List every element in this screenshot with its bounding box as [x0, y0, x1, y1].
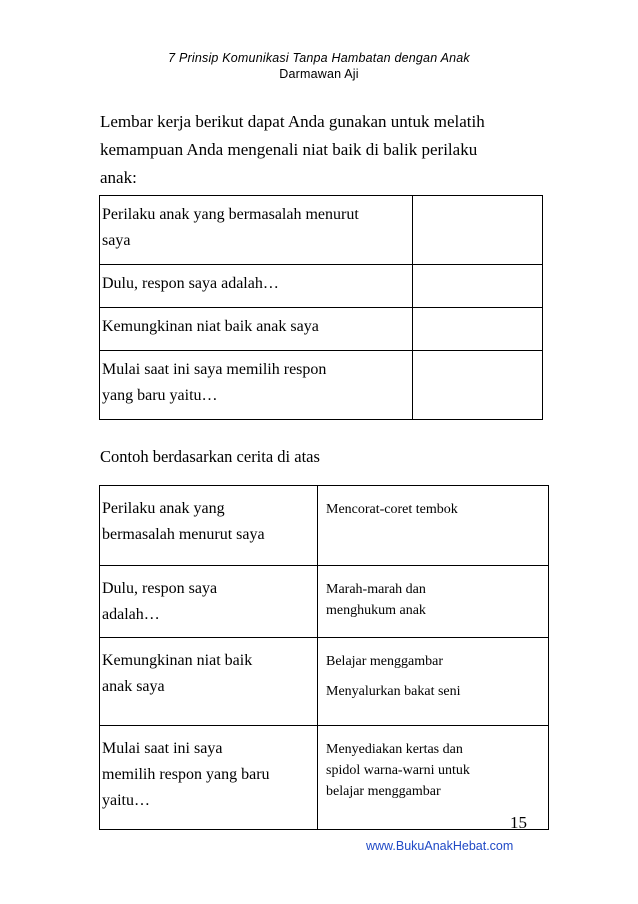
intro-line: anak:: [100, 168, 137, 187]
example-table: [99, 485, 549, 830]
example-answer-line: Mencorat-coret tembok: [326, 502, 458, 517]
worksheet-prompt-line: Mulai saat ini saya memilih respon: [102, 361, 327, 378]
example-prompt-line: memilih respon yang baru: [102, 766, 270, 783]
intro-line: Lembar kerja berikut dapat Anda gunakan untuk melatih: [100, 112, 485, 131]
example-row: [100, 726, 549, 830]
worksheet-prompt-line: Dulu, respon saya adalah…: [102, 275, 279, 292]
example-prompt-cell: [100, 726, 318, 830]
example-prompt-line: Dulu, respon saya: [102, 580, 218, 597]
worksheet-row: [100, 308, 543, 351]
website-link[interactable]: www.BukuAnakHebat.com: [366, 839, 514, 853]
example-answer-cell: [318, 566, 549, 638]
example-prompt-line: yaitu…: [102, 792, 150, 809]
example-heading: Contoh berdasarkan cerita di atas: [100, 447, 320, 466]
example-answer-line: belajar menggambar: [326, 784, 441, 799]
example-row: [100, 566, 549, 638]
worksheet-prompt-cell: [100, 265, 413, 308]
example-answer-line: Marah-marah dan: [326, 582, 426, 597]
example-prompt-line: bermasalah menurut saya: [102, 526, 265, 543]
example-answer-line: Belajar menggambar: [326, 654, 444, 669]
example-row: [100, 638, 549, 726]
example-prompt-line: anak saya: [102, 678, 165, 695]
example-answer-line: spidol warna-warni untuk: [326, 763, 470, 778]
worksheet-table: [99, 195, 543, 420]
worksheet-prompt-line: saya: [102, 232, 131, 249]
example-answer-cell: [318, 638, 549, 726]
example-answer-line: menghukum anak: [326, 603, 426, 618]
worksheet-prompt-cell: [100, 351, 413, 420]
example-prompt-line: adalah…: [102, 606, 160, 623]
worksheet-row: [100, 196, 543, 265]
example-prompt-line: Perilaku anak yang: [102, 500, 225, 517]
running-header-author: Darmawan Aji: [279, 67, 359, 81]
worksheet-row: [100, 265, 543, 308]
worksheet-prompt-cell: [100, 308, 413, 351]
example-prompt-cell: [100, 638, 318, 726]
worksheet-answer-cell[interactable]: [413, 351, 543, 420]
intro-paragraph: [100, 108, 540, 192]
worksheet-answer-cell[interactable]: [413, 308, 543, 351]
worksheet-answer-cell[interactable]: [413, 265, 543, 308]
example-answer-line: Menyediakan kertas dan: [326, 742, 463, 757]
example-prompt-cell: [100, 566, 318, 638]
worksheet-prompt-line: Kemungkinan niat baik anak saya: [102, 318, 319, 335]
worksheet-answer-cell[interactable]: [413, 196, 543, 265]
example-prompt-line: Kemungkinan niat baik: [102, 652, 253, 669]
worksheet-prompt-line: yang baru yaitu…: [102, 387, 218, 404]
example-answer-cell: [318, 486, 549, 566]
intro-line: kemampuan Anda mengenali niat baik di balik perilaku: [100, 140, 478, 159]
page-number: 15: [510, 813, 527, 832]
running-header-title: 7 Prinsip Komunikasi Tanpa Hambatan dengan Anak: [168, 51, 470, 65]
worksheet-prompt-line: Perilaku anak yang bermasalah menurut: [102, 206, 359, 223]
example-row: [100, 486, 549, 566]
example-prompt-line: Mulai saat ini saya: [102, 740, 223, 757]
worksheet-row: [100, 351, 543, 420]
example-prompt-cell: [100, 486, 318, 566]
example-answer-line: Menyalurkan bakat seni: [326, 684, 461, 699]
worksheet-prompt-cell: [100, 196, 413, 265]
